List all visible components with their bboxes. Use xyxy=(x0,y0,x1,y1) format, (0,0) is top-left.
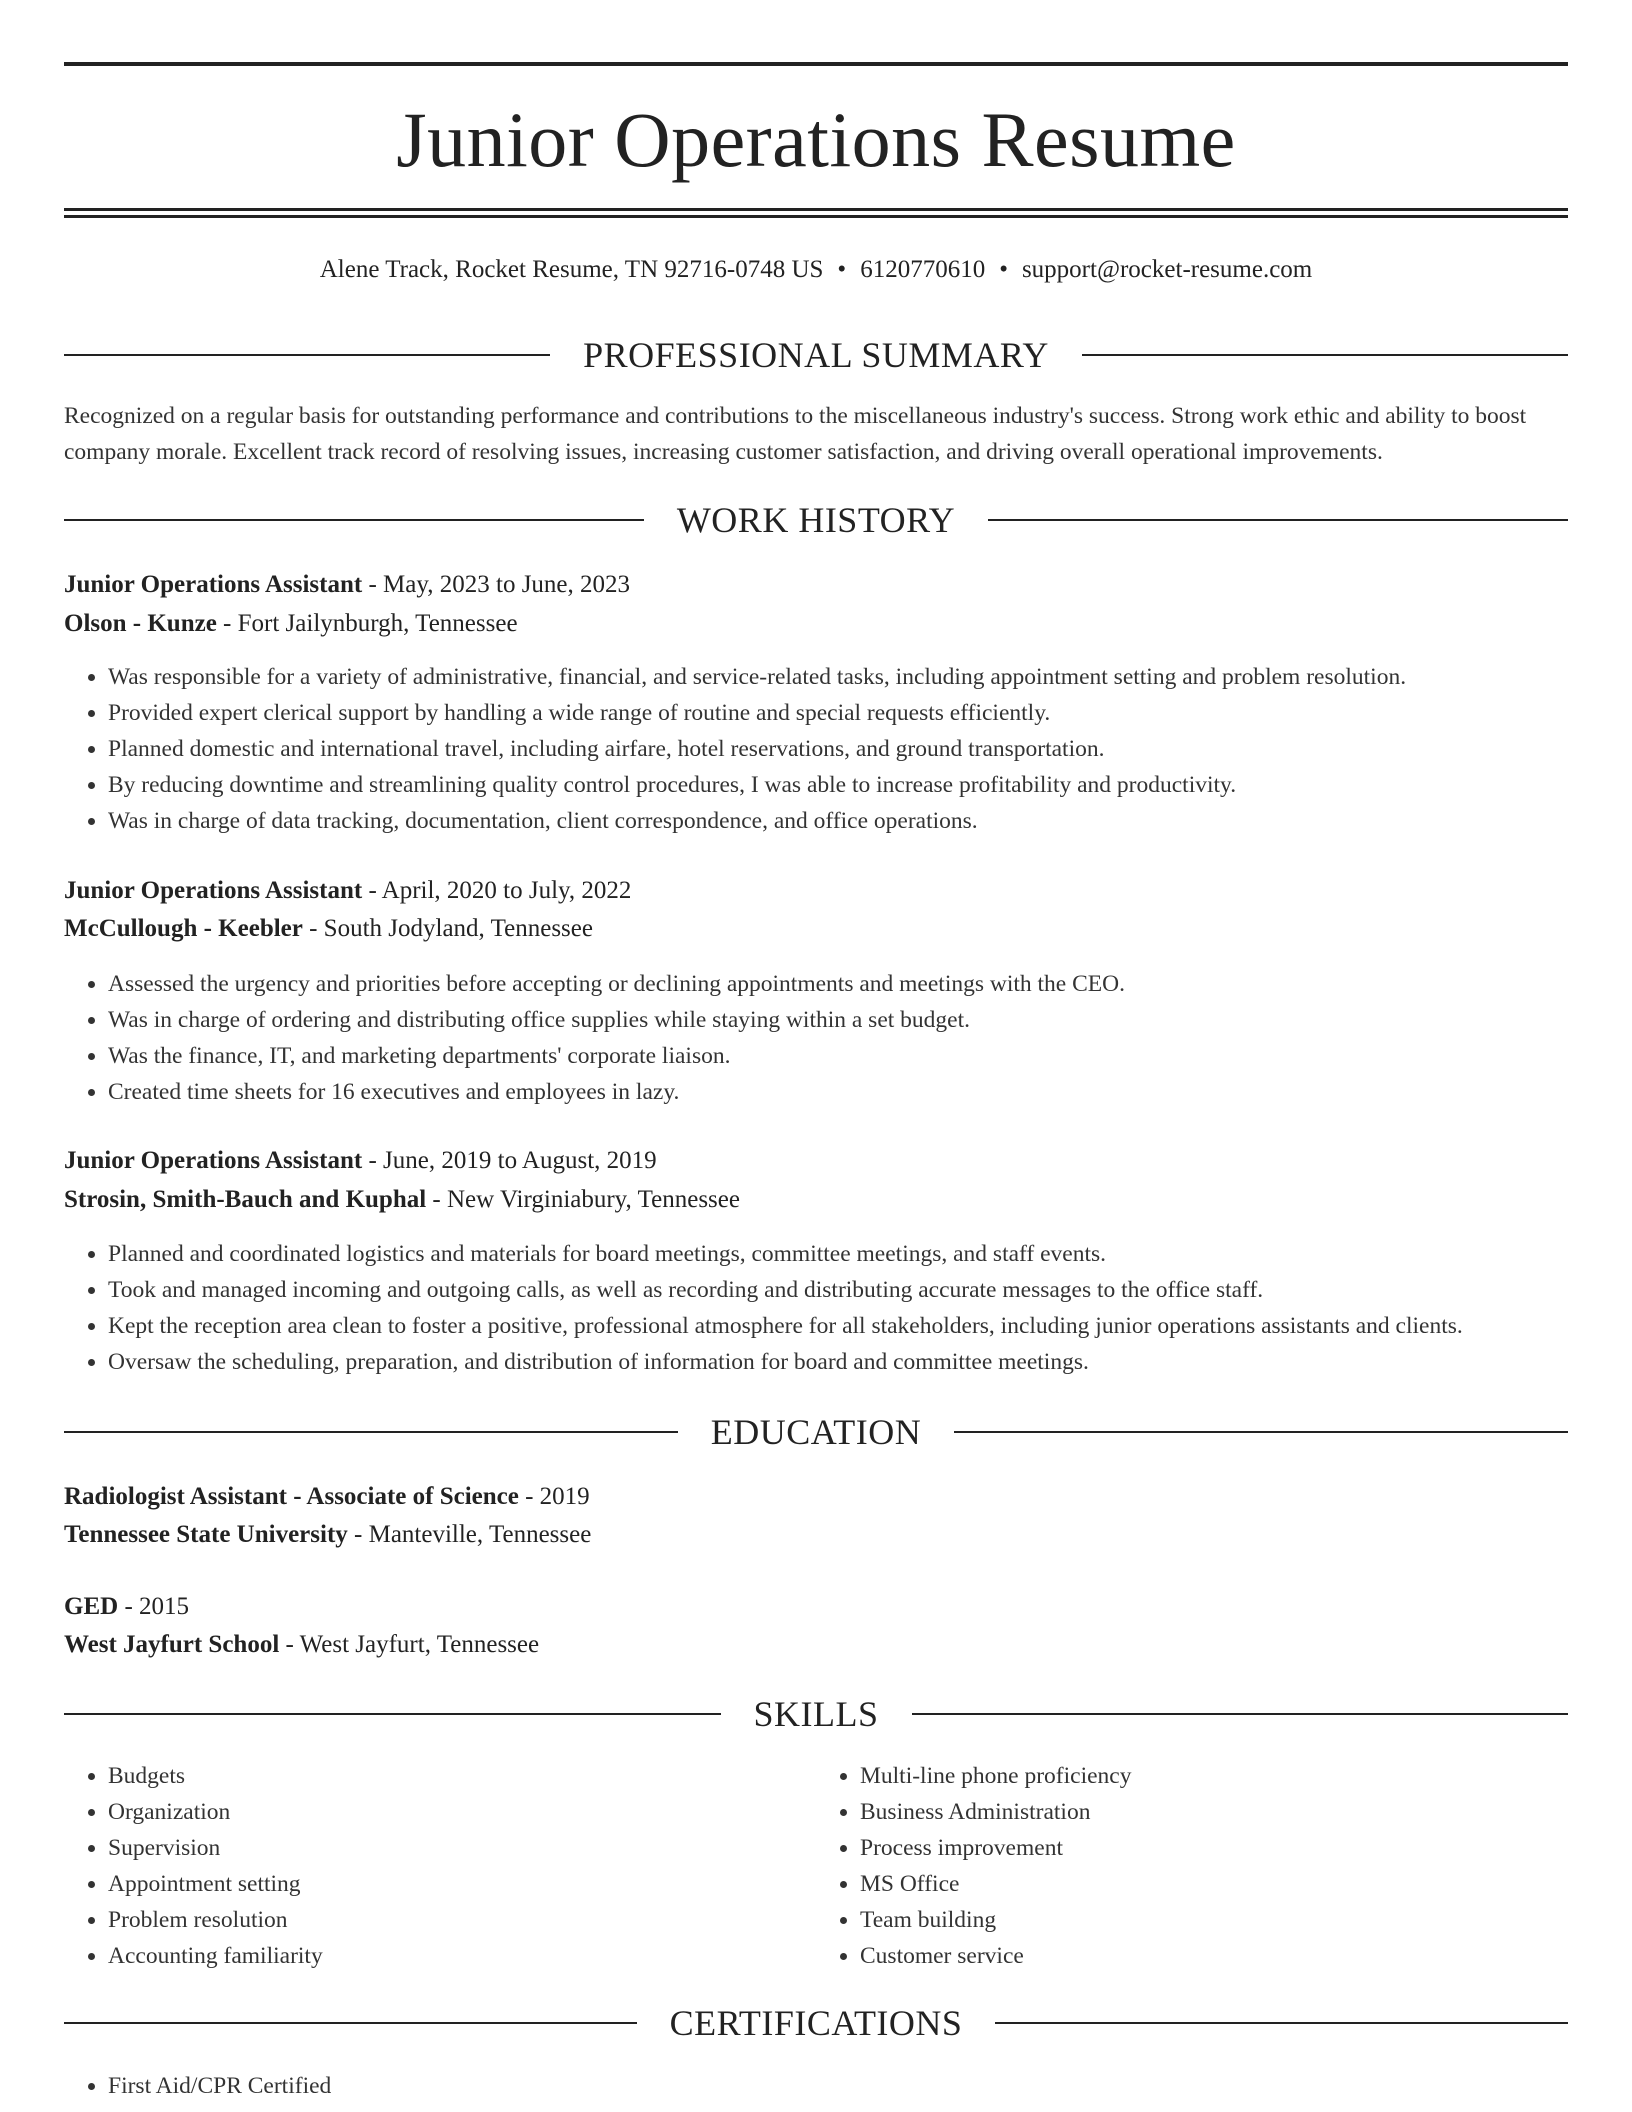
skills-list-right xyxy=(816,1758,1568,1974)
list-item: • Problem resolution xyxy=(108,1902,816,1938)
education-year: - 2015 xyxy=(118,1593,190,1620)
section-title: WORK HISTORY xyxy=(676,500,956,540)
education-location: - West Jayfurt, Tennessee xyxy=(279,1631,540,1658)
education-degree: GED xyxy=(64,1593,119,1620)
heading-rule xyxy=(64,1713,721,1715)
job-company: Strosin, Smith-Bauch and Kuphal xyxy=(64,1186,427,1213)
section-heading-summary xyxy=(64,333,1568,377)
list-item: • Team building xyxy=(860,1902,1568,1938)
skills-list-left xyxy=(64,1758,816,1974)
list-item: • Provided expert clerical support by handling a wide range of routine and special requests efficiently. xyxy=(108,695,1568,731)
section-title: EDUCATION xyxy=(710,1412,922,1452)
list-item: • Was responsible for a variety of administrative, financial, and service-related tasks, including appointment setting and problem resolution. xyxy=(108,659,1568,695)
list-item: • Took and managed incoming and outgoing calls, as well as recording and distributing accurate messages to the office staff. xyxy=(108,1272,1568,1308)
list-item: • Supervision xyxy=(108,1830,816,1866)
education-school-line xyxy=(64,1518,1568,1552)
contact-line xyxy=(64,254,1568,286)
education-school: West Jayfurt School xyxy=(64,1631,280,1658)
job-title-line xyxy=(64,874,1568,908)
top-rule xyxy=(64,62,1568,66)
job-dates: - June, 2019 to August, 2019 xyxy=(362,1147,657,1174)
list-item: • Kept the reception area clean to foster a positive, professional atmosphere for all stakeholders, including junior operations assistants and clients. xyxy=(108,1308,1568,1344)
job-title-line xyxy=(64,1144,1568,1178)
contact-email: support@rocket-resume.com xyxy=(1021,256,1313,283)
list-item: • Organization xyxy=(108,1794,816,1830)
job-title: Junior Operations Assistant xyxy=(64,1147,363,1174)
title-rule-lower xyxy=(64,215,1568,218)
certifications-list xyxy=(64,2068,1568,2104)
job-bullets xyxy=(64,659,1568,839)
heading-rule xyxy=(64,354,550,356)
section-heading-work xyxy=(64,498,1568,542)
list-item: • Assessed the urgency and priorities before accepting or declining appointments and meetings with the CEO. xyxy=(108,966,1568,1002)
list-item: • Multi-line phone proficiency xyxy=(860,1758,1568,1794)
list-item: • Process improvement xyxy=(860,1830,1568,1866)
job-company-line xyxy=(64,912,1568,946)
section-title: PROFESSIONAL SUMMARY xyxy=(583,335,1049,375)
job-bullets xyxy=(64,1236,1568,1380)
heading-rule xyxy=(64,519,644,521)
section-title: CERTIFICATIONS xyxy=(669,2003,963,2043)
list-item: • Oversaw the scheduling, preparation, and distribution of information for board and committee meetings. xyxy=(108,1344,1568,1380)
title-rule-upper xyxy=(64,208,1568,211)
heading-rule xyxy=(64,2022,637,2024)
summary-text: Recognized on a regular basis for outstanding performance and contributions to the miscellaneous industry's success. Strong work ethic and ability to boost company morale. Excellent track record of resolving issues, increasing customer satisfaction, and driving overall operational improvements. xyxy=(64,403,1527,465)
list-item: • Accounting familiarity xyxy=(108,1938,816,1974)
contact-separator: • xyxy=(999,256,1008,283)
skills-columns xyxy=(64,1758,1568,1974)
education-year: - 2019 xyxy=(518,1483,590,1510)
page-title: Junior Operations Resume xyxy=(396,96,1236,183)
job-dates: - April, 2020 to July, 2022 xyxy=(362,877,632,904)
list-item: • Planned and coordinated logistics and materials for board meetings, committee meetings, and staff events. xyxy=(108,1236,1568,1272)
list-item: • Appointment setting xyxy=(108,1866,816,1902)
list-item: • Was in charge of ordering and distributing office supplies while staying within a set budget. xyxy=(108,1002,1568,1038)
job-company-line xyxy=(64,1183,1568,1217)
list-item: • Customer service xyxy=(860,1938,1568,1974)
list-item: • Was in charge of data tracking, documentation, client correspondence, and office operations. xyxy=(108,803,1568,839)
job-title: Junior Operations Assistant xyxy=(64,877,363,904)
list-item: • Budgets xyxy=(108,1758,816,1794)
section-heading-education xyxy=(64,1410,1568,1454)
job-bullets xyxy=(64,966,1568,1110)
education-degree-line xyxy=(64,1480,1568,1514)
education-degree-line xyxy=(64,1590,1568,1624)
job-location: - South Jodyland, Tennessee xyxy=(302,915,593,942)
job-company: Olson - Kunze xyxy=(64,610,217,637)
section-title: SKILLS xyxy=(753,1694,879,1734)
education-degree: Radiologist Assistant - Associate of Science xyxy=(64,1483,519,1510)
job-company-line xyxy=(64,607,1568,641)
section-heading-certifications xyxy=(64,2001,1568,2045)
heading-rule xyxy=(1082,354,1568,356)
contact-separator: • xyxy=(837,256,847,283)
job-location: - New Virginiabury, Tennessee xyxy=(426,1186,740,1213)
list-item: • Planned domestic and international travel, including airfare, hotel reservations, and ground transportation. xyxy=(108,731,1568,767)
job-location: - Fort Jailynburgh, Tennessee xyxy=(216,610,518,637)
list-item: • MS Office xyxy=(860,1866,1568,1902)
job-title-line xyxy=(64,568,1568,602)
job-title: Junior Operations Assistant xyxy=(64,571,363,598)
heading-rule xyxy=(954,1431,1568,1433)
education-school: Tennessee State University xyxy=(64,1521,348,1548)
list-item: • By reducing downtime and streamlining quality control procedures, I was able to increase profitability and productivity. xyxy=(108,767,1568,803)
list-item: • Business Administration xyxy=(860,1794,1568,1830)
heading-rule xyxy=(988,519,1568,521)
heading-rule xyxy=(912,1713,1569,1715)
contact-address: Alene Track, Rocket Resume, TN 92716-0748 US xyxy=(319,256,824,283)
education-location: - Manteville, Tennessee xyxy=(347,1521,592,1548)
heading-rule xyxy=(995,2022,1568,2024)
list-item: • First Aid/CPR Certified xyxy=(108,2068,1568,2104)
job-dates: - May, 2023 to June, 2023 xyxy=(362,571,631,598)
list-item: • Was the finance, IT, and marketing departments' corporate liaison. xyxy=(108,1038,1568,1074)
contact-phone: 6120770610 xyxy=(860,256,986,283)
list-item: • Created time sheets for 16 executives and employees in lazy. xyxy=(108,1074,1568,1110)
education-school-line xyxy=(64,1628,1568,1662)
job-company: McCullough - Keebler xyxy=(64,915,303,942)
heading-rule xyxy=(64,1431,678,1433)
section-heading-skills xyxy=(64,1692,1568,1736)
